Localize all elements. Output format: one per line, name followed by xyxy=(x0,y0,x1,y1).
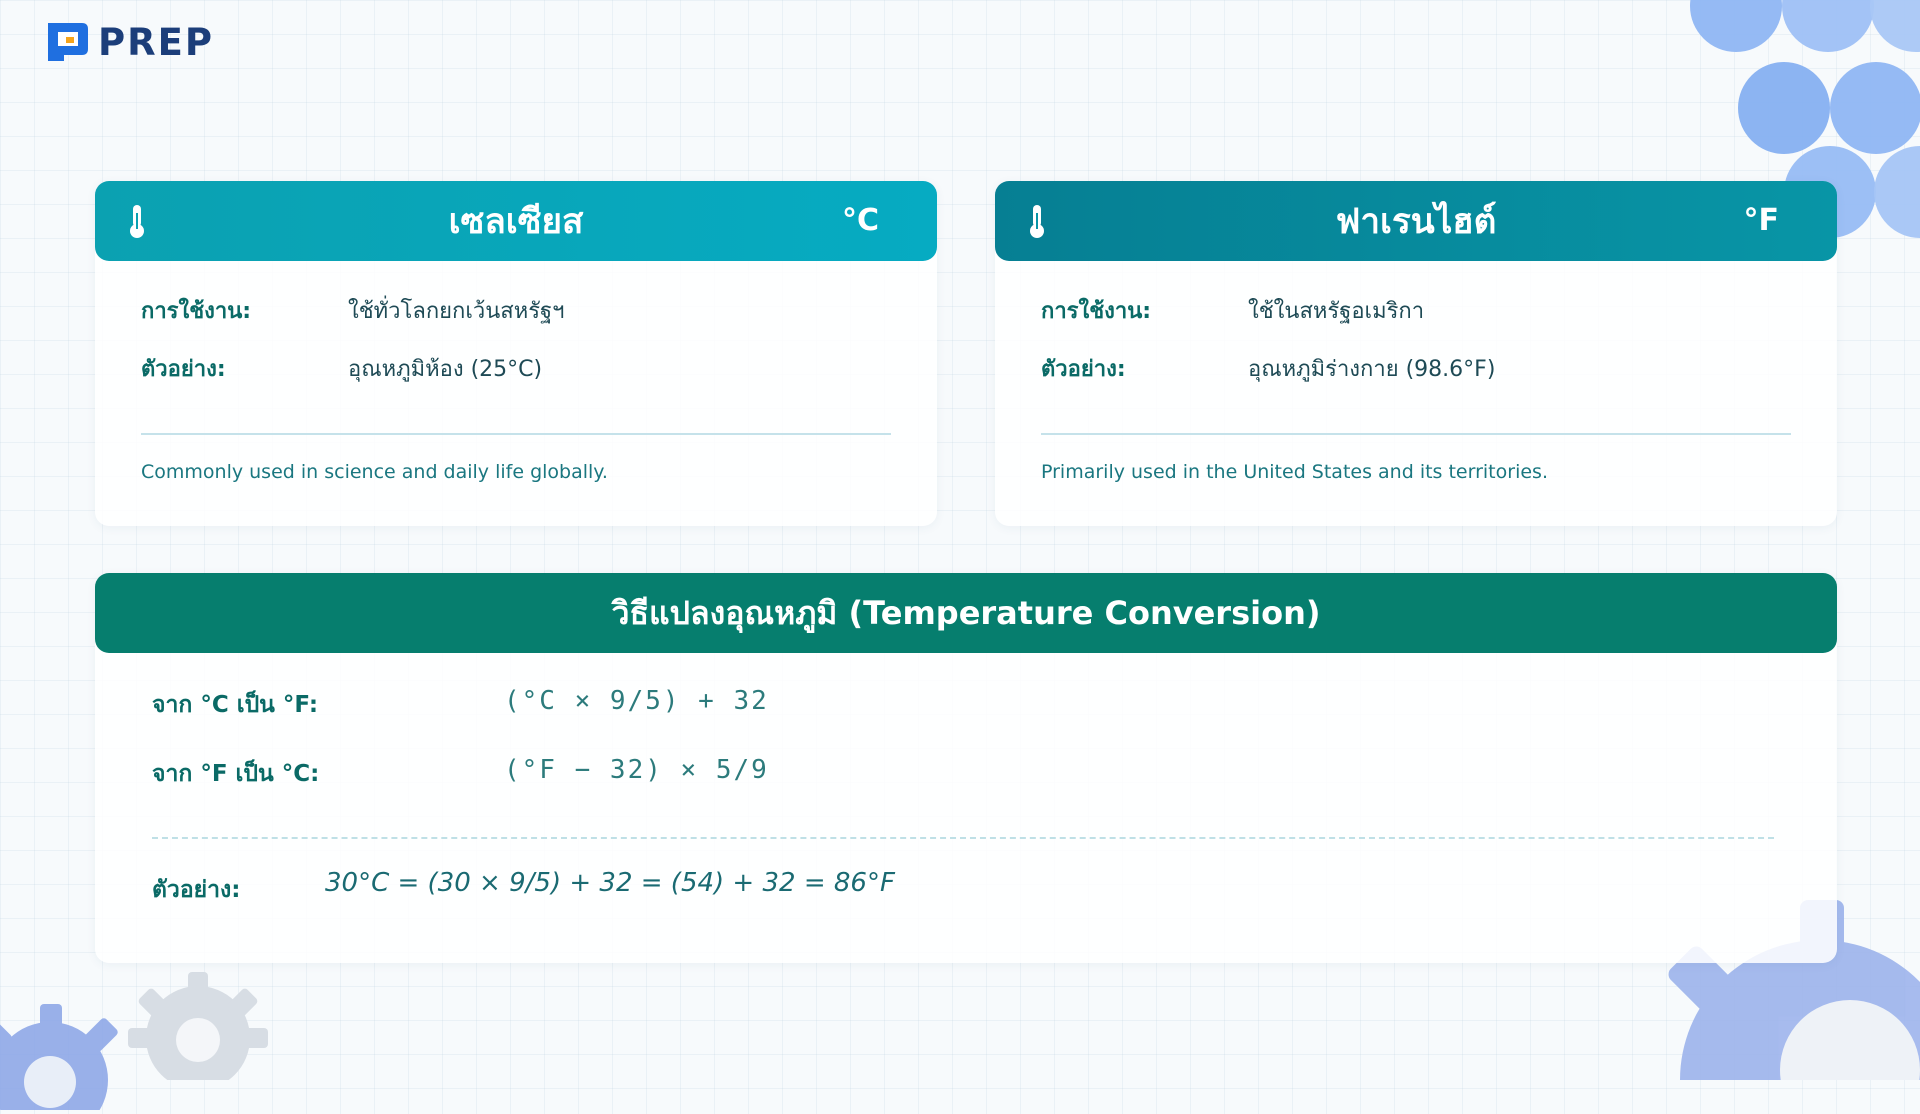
celsius-card-header xyxy=(95,181,937,261)
usage-value-wrap xyxy=(1248,293,1424,328)
fahrenheit-card xyxy=(995,181,1837,526)
gear-icon xyxy=(128,968,268,1084)
fahrenheit-title: ฟาเรนไฮต์ xyxy=(1335,201,1497,242)
usage-row xyxy=(141,293,251,328)
usage-row xyxy=(1041,293,1151,328)
conversion-row-formula: (°F − 32) × 5/9 xyxy=(504,755,769,785)
conversion-row-label: จาก °C เป็น °F: xyxy=(152,692,319,718)
prep-logo-icon xyxy=(44,19,92,65)
card-note: Primarily used in the United States and its territories. xyxy=(1041,461,1548,483)
usage-value-wrap xyxy=(348,293,565,328)
thermometer-icon xyxy=(127,203,147,239)
conversion-row-label: จาก °F เป็น °C: xyxy=(152,761,320,787)
example-value-wrap xyxy=(348,351,542,386)
conversion-title: วิธีแปลงอุณหภูมิ (Temperature Conversion) xyxy=(611,593,1321,632)
conversion-example-label: ตัวอย่าง: xyxy=(152,877,241,903)
example-label: ตัวอย่าง: xyxy=(141,357,226,382)
thermometer-icon xyxy=(1027,203,1047,239)
example-value-wrap xyxy=(1248,351,1495,386)
celsius-card xyxy=(95,181,937,526)
usage-value: ใช้ในสหรัฐอเมริกา xyxy=(1248,299,1425,324)
conversion-header xyxy=(95,573,1837,653)
card-divider xyxy=(1041,433,1791,435)
card-divider xyxy=(141,433,891,435)
example-value: อุณหภูมิห้อง (25°C) xyxy=(348,357,543,382)
conversion-card xyxy=(95,573,1837,963)
example-row xyxy=(141,351,226,386)
conversion-example-value: 30°C = (30 × 9/5) + 32 = (54) + 32 = 86°F xyxy=(325,868,895,898)
brand-logo xyxy=(44,19,214,65)
example-label: ตัวอย่าง: xyxy=(1041,357,1126,382)
brand-name: PREP xyxy=(98,20,215,64)
usage-value: ใช้ทั่วโลกยกเว้นสหรัฐฯ xyxy=(348,299,565,324)
example-row xyxy=(1041,351,1126,386)
conversion-divider xyxy=(152,837,1774,839)
celsius-unit: °C xyxy=(841,203,879,238)
fahrenheit-unit: °F xyxy=(1743,203,1779,238)
celsius-title: เซลเซียส xyxy=(448,201,584,242)
card-note: Commonly used in science and daily life globally. xyxy=(141,461,608,483)
usage-label: การใช้งาน: xyxy=(1041,299,1152,324)
conversion-row-formula: (°C × 9/5) + 32 xyxy=(504,686,769,716)
example-value: อุณหภูมิร่างกาย (98.6°F) xyxy=(1248,357,1496,382)
usage-label: การใช้งาน: xyxy=(141,299,252,324)
fahrenheit-card-header xyxy=(995,181,1837,261)
